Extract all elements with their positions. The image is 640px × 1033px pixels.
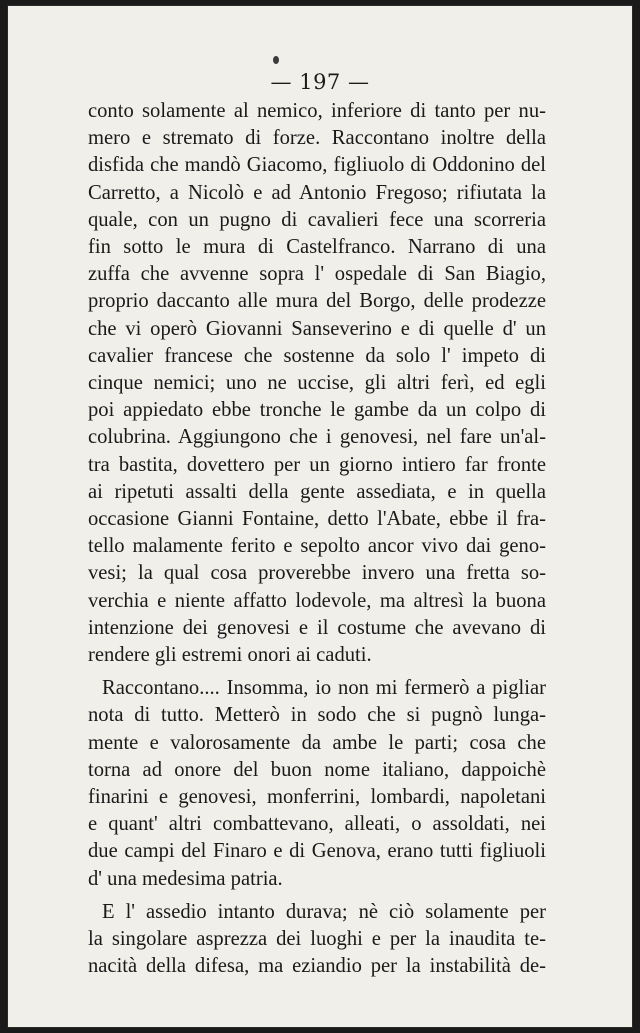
text-line: E l' assedio intanto durava; nè ciò solamente per [102, 900, 546, 923]
text-line: poi appiedato ebbe tronche le gambe da un colpo di [88, 399, 546, 422]
text-line: tello malamente ferito e sepolto ancor vivo dai geno- [88, 535, 546, 558]
text-line: tra bastita, dovettero per un giorno intiero far fronte [88, 453, 546, 476]
text-line: fin sotto le mura di Castelfranco. Narrano di una [88, 236, 546, 259]
text-line: che vi operò Giovanni Sanseverino e di quelle d' un [88, 317, 546, 340]
text-line: nota di tutto. Metterò in sodo che si pugnò lunga- [88, 704, 546, 727]
text-line: Carretto, a Nicolò e ad Antonio Fregoso; rifiutata la [88, 181, 546, 204]
text-line: zuffa che avvenne sopra l' ospedale di San Biagio, [88, 263, 546, 286]
body-text [88, 98, 546, 987]
page-number: — 197 — [270, 70, 370, 94]
paragraph-2 [88, 675, 546, 893]
text-line: la singolare asprezza dei luoghi e per la inaudita te- [88, 928, 546, 951]
text-line: ai ripetuti assalti della gente assediata, e in quella [88, 480, 546, 503]
ink-speck [273, 56, 279, 64]
text-line: quale, con un pugno di cavalieri fece una scorreria [88, 208, 546, 231]
text-line: nacità della difesa, ma eziandio per la instabilità de- [88, 955, 546, 978]
book-page [8, 6, 632, 1027]
text-line: e quant' altri combattevano, alleati, o assoldati, nei [88, 813, 546, 836]
text-line: d' una medesima patria. [88, 867, 283, 890]
text-line: due campi del Finaro e di Genova, erano tutti figliuoli [88, 840, 546, 863]
text-line: mero e stremato di forze. Raccontano inoltre della [88, 127, 546, 150]
paragraph-3 [88, 899, 546, 981]
text-line: proprio daccanto alle mura del Borgo, delle prodezze [88, 290, 546, 313]
text-line: vesi; la qual cosa proverebbe invero una fretta so- [88, 562, 546, 585]
text-line: rendere gli estremi onori ai caduti. [88, 644, 372, 667]
text-line: disfida che mandò Giacomo, figliuolo di Oddonino del [88, 154, 546, 177]
text-line: mente e valorosamente da ambe le parti; cosa che [88, 731, 546, 754]
text-line: torna ad onore del buon nome italiano, dappoichè [88, 758, 546, 781]
text-line: cinque nemici; uno ne uccise, gli altri ferì, ed egli [88, 372, 546, 395]
text-line: conto solamente al nemico, inferiore di tanto per nu- [88, 100, 546, 122]
text-line: intenzione dei genovesi e il costume che avevano di [88, 616, 546, 639]
text-line: cavalier francese che sostenne da solo l' impeto di [88, 344, 546, 367]
paragraph-1 [88, 98, 546, 669]
text-line: Raccontano.... Insomma, io non mi fermerò a pigliar [102, 677, 546, 700]
text-line: verchia e niente affatto lodevole, ma altresì la buona [88, 589, 546, 612]
text-line: colubrina. Aggiungono che i genovesi, nel fare un'al- [88, 426, 546, 449]
text-line: occasione Gianni Fontaine, detto l'Abate, ebbe il fra- [88, 508, 546, 531]
text-line: finarini e genovesi, monferrini, lombardi, napoletani [88, 786, 546, 809]
